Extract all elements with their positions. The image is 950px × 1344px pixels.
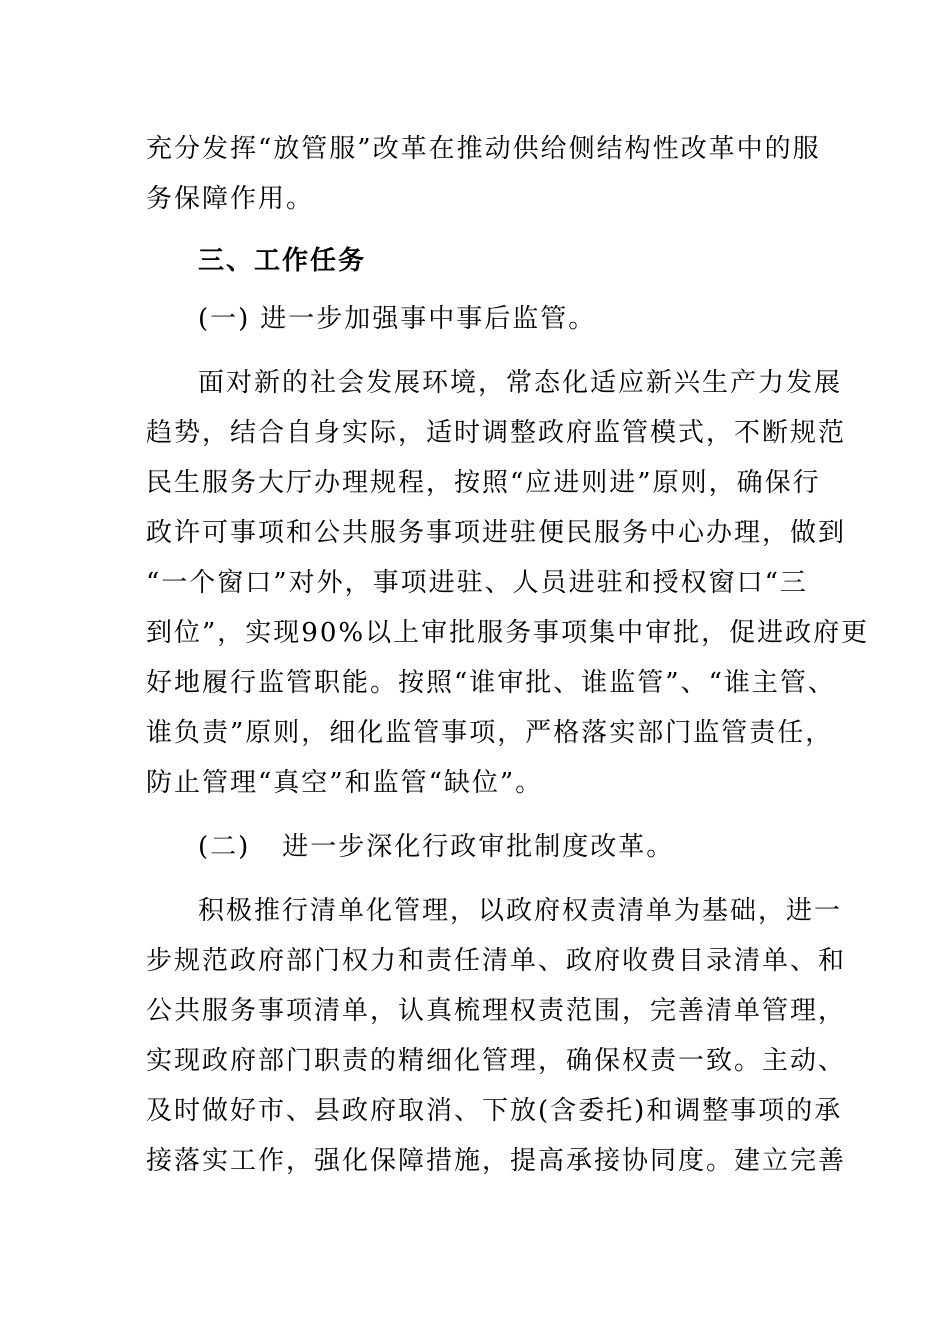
text-line: 实现政府部门职责的精细化管理，确保权责一致。主动、 (146, 1046, 847, 1076)
text-line: 防止管理“真空”和监管“缺位”。 (146, 768, 544, 798)
subsection-heading-1 (146, 294, 806, 344)
document-page (146, 124, 870, 1186)
text-line: 面对新的社会发展环境，常态化适应新兴生产力发展 (198, 368, 843, 398)
paragraph-2 (146, 886, 847, 1186)
text-line: 充分发挥“放管服”改革在推动供给侧结构性改革中的服 (146, 134, 821, 164)
text-line: 及时做好市、县政府取消、下放(含委托)和调整事项的承 (146, 1096, 843, 1126)
subsection-title: 进一步深化行政审批制度改革。 (282, 832, 675, 862)
text-line: 接落实工作，强化保障措施，提高承接协同度。建立完善 (146, 1146, 847, 1176)
text-line: 到位”，实现90%以上审批服务事项集中审批，促进政府更 (146, 618, 870, 648)
subsection-number: (二) (198, 832, 251, 862)
text-line: 积极推行清单化管理，以政府权责清单为基础，进一 (198, 896, 843, 926)
subsection-title: 进一步加强事中事后监管。 (260, 304, 597, 334)
paragraph-1 (146, 358, 870, 808)
subsection-heading-2 (146, 822, 806, 872)
subsection-number: (一) (198, 304, 251, 334)
intro-paragraph (146, 124, 821, 224)
text-line: “一个窗口”对外，事项进驻、人员进驻和授权窗口“三 (146, 568, 808, 598)
text-line: 政许可事项和公共服务事项进驻便民服务中心办理，做到 (146, 518, 847, 548)
text-line: 务保障作用。 (146, 184, 315, 214)
text-line: 步规范政府部门权力和责任清单、政府收费目录清单、和 (146, 946, 847, 976)
section-heading: 三、工作任务 (198, 246, 367, 276)
text-line: 谁负责”原则，细化监管事项，严格落实部门监管责任， (146, 718, 834, 748)
text-line: 趋势，结合自身实际，适时调整政府监管模式，不断规范 (146, 418, 847, 448)
text-line: 好地履行监管职能。按照“谁审批、谁监管”、“谁主管、 (146, 668, 836, 698)
text-line: 公共服务事项清单，认真梳理权责范围，完善清单管理， (146, 996, 847, 1026)
text-line: 民生服务大厅办理规程，按照“应进则进”原则，确保行 (146, 468, 821, 498)
